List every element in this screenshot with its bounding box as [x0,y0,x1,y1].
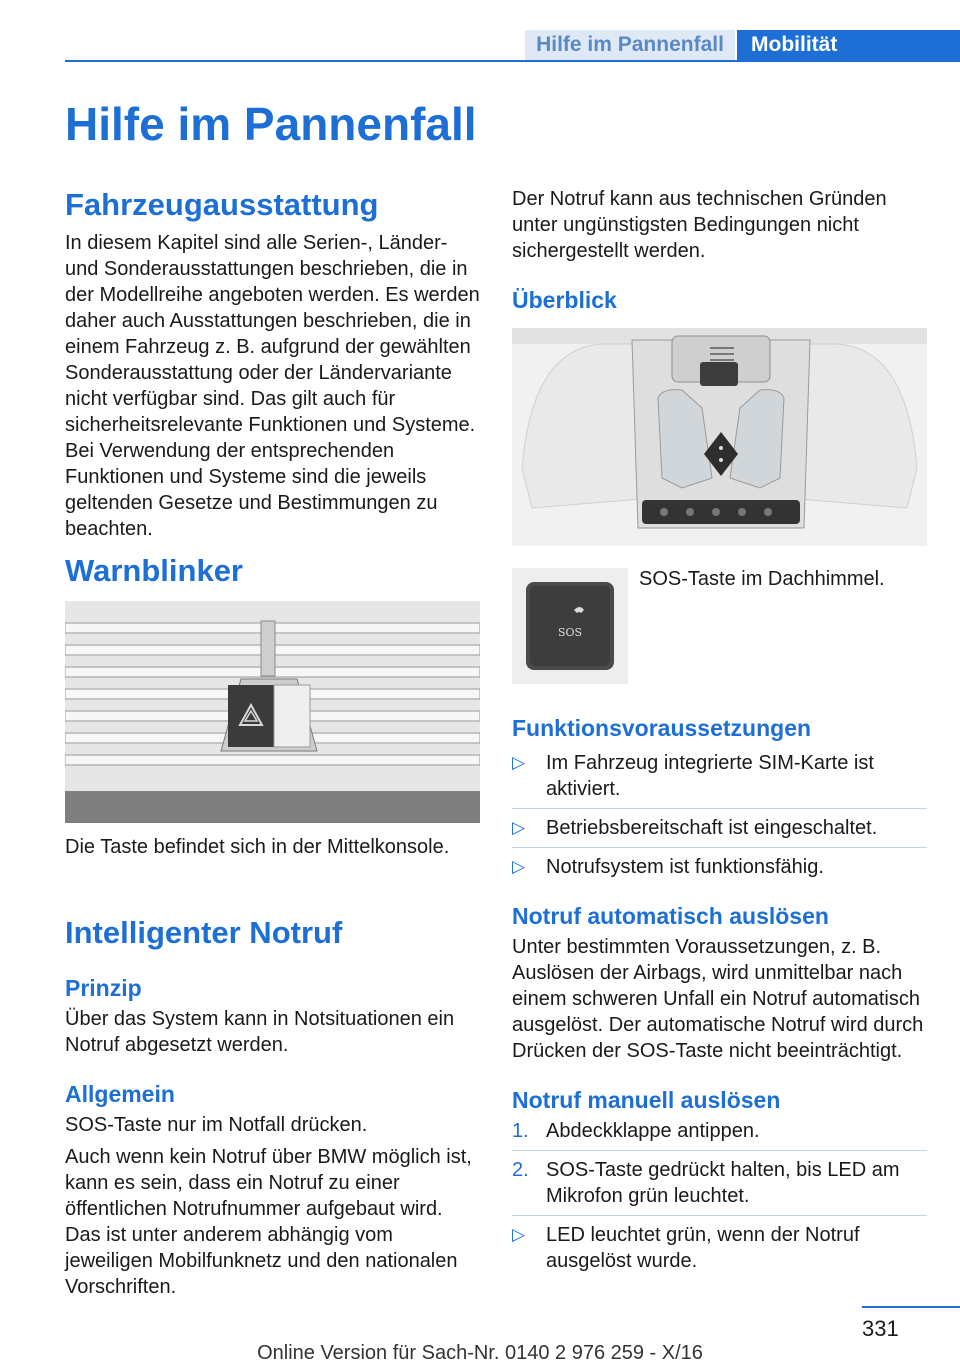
sos-label: SOS [557,626,583,639]
sos-caption: SOS-Taste im Dachhimmel. [639,568,885,590]
list-divider [512,808,927,809]
header-rule [65,60,960,62]
intro-text: Der Notruf kann aus technischen Gründen unter ungünstigsten Bedingungen nicht sichergestellt werden. [512,188,887,262]
list-item: 2. SOS-Taste gedrückt halten, bis LED am Mikrofon grün leuchtet. [512,1159,900,1207]
footer-rule [862,1306,960,1308]
triangle-bullet-icon: ▷ [512,818,526,837]
page-title: Hilfe im Pannenfall [65,98,477,150]
requirements-list [512,750,927,880]
list-item: ▷ Im Fahrzeug integrierte SIM-Karte ist aktiviert. [512,752,874,800]
triangle-bullet-icon: ▷ [512,857,526,876]
manual-heading: Notruf manuell auslösen [512,1087,781,1113]
list-divider [512,1215,927,1216]
overview-heading: Überblick [512,287,617,313]
general-text-1: SOS-Taste nur im Notfall drücken. [65,1114,368,1136]
hazard-caption: Die Taste befindet sich in der Mittelkonsole. [65,836,450,858]
roof-console-image [512,328,927,546]
footer-version: Online Version für Sach-Nr. 0140 2 976 259 - X/16 [257,1342,703,1364]
emergency-heading: Intelligenter Notruf [65,915,343,950]
hazard-switch-image [65,601,480,823]
auto-heading: Notruf automatisch auslösen [512,903,829,929]
hazard-heading: Warnblinker [65,553,243,588]
triangle-bullet-icon: ▷ [512,753,526,772]
auto-text: Unter bestimmten Voraussetzungen, z. B. Auslösen der Airbags, wird unmittelbar nach einem schweren Unfall ein Notruf automatisch ausgelöst. Der automatische Notruf wird durch Drücken der SOS-Taste nicht beeinträchtigt. [512,936,924,1062]
principle-heading: Prinzip [65,975,142,1001]
list-item: ▷ Notrufsystem ist funktionsfähig. [512,856,824,878]
list-item: 1. Abdeckklappe antippen. [512,1120,760,1142]
general-heading: Allgemein [65,1081,175,1107]
hazard-section [65,552,480,590]
emergency-section [65,914,480,1300]
equipment-heading: Fahrzeugausstattung [65,187,379,222]
general-text-2: Auch wenn kein Notruf über BMW möglich ist, kann es sein, dass ein Notruf zu einer öffentlichen Notrufnummer aufgebaut wird. Das ist unter anderem abhängig vom jeweiligen Mobilfunknetz und den nationalen Vorschriften. [65,1146,472,1298]
page-number: 331 [862,1316,899,1341]
list-divider [512,1150,927,1151]
list-divider [512,847,927,848]
sos-button-image [512,568,628,684]
triangle-bullet-icon: ▷ [512,1225,526,1244]
requirements-section [512,714,927,1274]
header-section-tab: Hilfe im Pannenfall [525,30,735,60]
requirements-heading: Funktionsvoraussetzungen [512,715,812,741]
header-chapter-tab: Mobilität [737,30,960,60]
manual-steps [512,1118,927,1274]
right-intro [512,186,927,314]
list-item: ▷ LED leuchtet grün, wenn der Notruf ausgelöst wurde. [512,1224,860,1272]
principle-text: Über das System kann in Notsituationen ein Notruf abgesetzt werden. [65,1008,455,1056]
equipment-text: In diesem Kapitel sind alle Serien-, Länder- und Sonderausstattungen beschrieben, die in der Modellreihe angeboten werden. Es werden daher auch Ausstattungen beschrieben, die in einem Fahrzeug z. B. aufgrund der gewählten Sonderausstattung oder der Ländervariante nicht verfügbar sind. Das gilt auch für sicherheitsrelevante Funktionen und Systeme. Bei Verwendung der entsprechenden Funktionen und Systeme sind die jeweils geltenden Gesetze und Bestimmungen zu beachten. [65,232,480,540]
list-item: ▷ Betriebsbereitschaft ist eingeschaltet. [512,817,878,839]
left-column [65,186,480,542]
